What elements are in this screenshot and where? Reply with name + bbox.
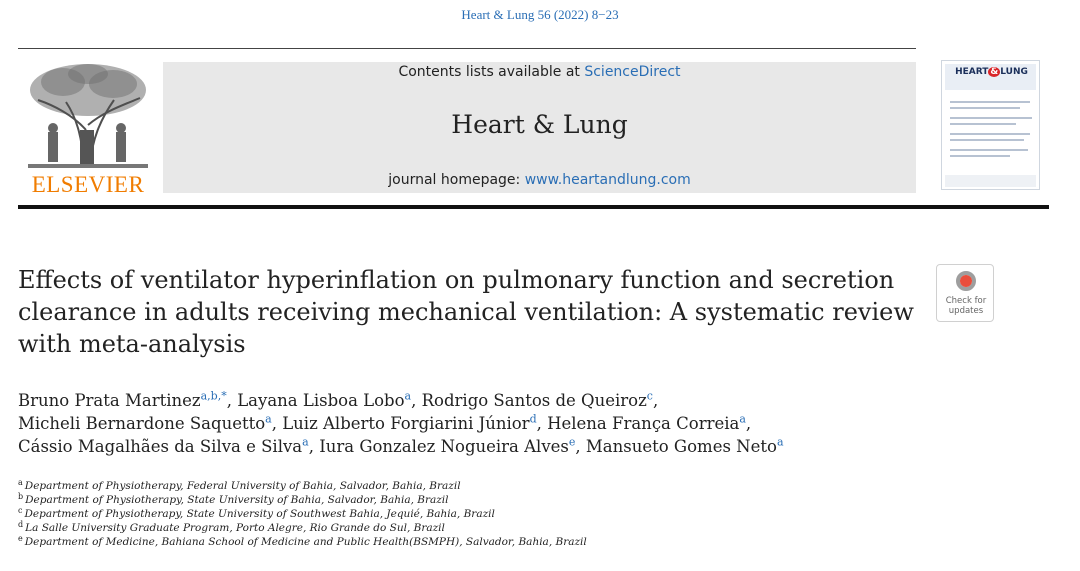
cover-text-line xyxy=(950,123,1016,125)
cover-text-line xyxy=(950,149,1028,151)
author-name[interactable]: Cássio Magalhães da Silva e Silva xyxy=(18,437,303,456)
journal-cover-thumbnail[interactable] xyxy=(941,60,1040,190)
title-line: clearance in adults receiving mechanical ventilation: A systematic review xyxy=(18,298,914,326)
homepage-prefix: journal homepage: xyxy=(388,172,525,188)
author-affil-marks[interactable]: c xyxy=(646,389,653,403)
author-name[interactable]: Rodrigo Santos de Queiroz xyxy=(421,391,647,410)
author-affil-marks[interactable]: a xyxy=(265,412,272,426)
author-affil-marks[interactable]: a xyxy=(739,412,746,426)
cover-text-line xyxy=(950,117,1032,119)
cover-text-line xyxy=(950,133,1030,135)
cover-text-line xyxy=(950,139,1024,141)
author-affil-marks[interactable]: e xyxy=(568,435,576,449)
title-line: with meta-analysis xyxy=(18,330,246,358)
affiliation-list xyxy=(18,479,1058,549)
affiliation-item: $^a$ Department of Physiotherapy, Federal University of Bahia, Salvador, Bahia, Brazil xyxy=(18,477,461,492)
masthead-bottom-rule xyxy=(18,205,1049,209)
author-name[interactable]: Helena França Correia xyxy=(547,414,740,433)
author-name[interactable]: Mansueto Gomes Neto xyxy=(585,437,777,456)
author-name[interactable]: Micheli Bernardone Saquetto xyxy=(18,414,266,433)
author-line: Micheli Bernardone Saquetto$^a$, Luiz Alberto Forgiarini Júnior$^d$, Helena França Correia$^a$, xyxy=(18,412,752,433)
header-divider xyxy=(18,48,916,49)
updates-badge-text: Check for updates xyxy=(945,296,987,316)
title-line: Effects of ventilator hyperinflation on pulmonary function and secretion xyxy=(18,266,895,294)
author-affil-marks[interactable]: a xyxy=(776,435,784,449)
author-affil-marks[interactable]: a,b,* xyxy=(200,389,227,403)
affiliation-item: $^d$ La Salle University Graduate Program, Porto Alegre, Rio Grande do Sul, Brazil xyxy=(18,519,445,534)
author-affil-marks[interactable]: a xyxy=(302,435,309,449)
contents-prefix: Contents lists available at xyxy=(398,64,585,80)
affiliation-item: $^b$ Department of Physiotherapy, State University of Bahia, Salvador, Bahia, Brazil xyxy=(18,491,449,506)
author-name[interactable]: Layana Lisboa Lobo xyxy=(237,391,405,410)
updates-icon-dot xyxy=(960,275,972,287)
sciencedirect-link[interactable]: ScienceDirect xyxy=(584,64,681,80)
homepage-line xyxy=(163,172,916,188)
cover-footer xyxy=(945,175,1036,187)
author-line: Bruno Prata Martinez$^{a,b,*}$, Layana Lisboa Lobo$^a$, Rodrigo Santos de Queiroz$^c$, xyxy=(18,389,659,410)
journal-title: Heart & Lung xyxy=(451,110,628,139)
cover-text-line xyxy=(950,107,1020,109)
journal-citation[interactable]: Heart & Lung 56 (2022) 8−23 xyxy=(461,7,619,22)
author-affil-marks[interactable]: a xyxy=(404,389,412,403)
author-name[interactable]: Iura Gonzalez Nogueira Alves xyxy=(319,437,569,456)
affiliation-item: $^e$ Department of Medicine, Bahiana School of Medicine and Public Health(BSMPH), Salvador, Bahia, Brazil xyxy=(18,533,587,548)
article-title xyxy=(18,264,918,360)
check-for-updates-button[interactable] xyxy=(936,264,994,322)
cover-title: HEART & LUNG xyxy=(955,67,1028,77)
journal-masthead xyxy=(163,62,916,193)
contents-line xyxy=(163,64,916,80)
cover-text-line xyxy=(950,155,1010,157)
author-affil-marks[interactable]: d xyxy=(529,412,537,426)
cover-text-line xyxy=(950,101,1030,103)
author-name[interactable]: Bruno Prata Martinez xyxy=(18,391,201,410)
elsevier-wordmark: ELSEVIER xyxy=(31,172,145,197)
author-name[interactable]: Luiz Alberto Forgiarini Júnior xyxy=(282,414,530,433)
author-list xyxy=(18,389,1058,458)
affiliation-item: $^c$ Department of Physiotherapy, State University of Southwest Bahia, Jequié, Bahia, Brazil xyxy=(18,505,495,520)
journal-homepage-link[interactable]: www.heartandlung.com xyxy=(524,172,691,188)
author-line: Cássio Magalhães da Silva e Silva$^a$, Iura Gonzalez Nogueira Alves$^e$, Mansueto Gomes Neto$^a$ xyxy=(18,435,784,456)
